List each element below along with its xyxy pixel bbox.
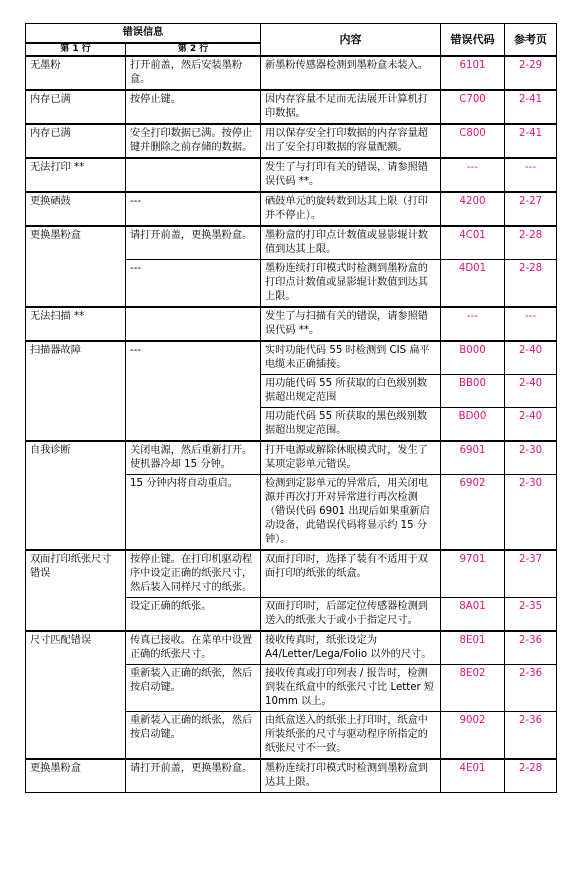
reference-page-cell: 2-40	[505, 408, 557, 442]
content-cell: 发生了与打印有关的错误，请参照错误代码 **。	[261, 158, 441, 192]
error-code-cell: ---	[441, 158, 505, 192]
reference-page-cell: 2-28	[505, 226, 557, 260]
line2-cell	[126, 158, 261, 192]
error-code-cell: ---	[441, 307, 505, 341]
line1-cell: 尺寸匹配错误	[26, 631, 126, 759]
reference-page-cell: 2-36	[505, 631, 557, 665]
line2-cell: 请打开前盖，更换墨粉盒。	[126, 226, 261, 260]
line2-cell: 设定正确的纸张。	[126, 598, 261, 632]
line1-cell: 无墨粉	[26, 56, 126, 90]
error-code-cell: 6101	[441, 56, 505, 90]
content-cell: 用功能代码 55 所获取的白色级别数据超出规定范围	[261, 375, 441, 408]
content-cell: 因内存容量不足而无法展开计算机打印数据。	[261, 90, 441, 124]
table-row	[26, 90, 557, 124]
reference-page-cell: ---	[505, 158, 557, 192]
table-row	[26, 759, 557, 793]
content-cell: 发生了与扫描有关的错误，请参照错误代码 **。	[261, 307, 441, 341]
line2-cell	[126, 307, 261, 341]
line2-cell: 关闭电源，然后重新打开。使机器冷却 15 分钟。	[126, 441, 261, 475]
error-code-cell: 4C01	[441, 226, 505, 260]
header-line1: 第 1 行	[26, 43, 126, 56]
line2-cell: 请打开前盖，更换墨粉盒。	[126, 759, 261, 793]
error-code-cell: 9701	[441, 550, 505, 598]
content-cell: 新墨粉传感器检测到墨粉盒未装入。	[261, 56, 441, 90]
error-code-cell: 9002	[441, 712, 505, 760]
content-cell: 实时功能代码 55 时检测到 CIS 扁平电缆未正确插接。	[261, 341, 441, 375]
line1-cell: 更换墨粉盒	[26, 759, 126, 793]
header-content: 内容	[261, 24, 441, 57]
error-code-cell: 4D01	[441, 260, 505, 308]
table-row	[26, 307, 557, 341]
header-error-info: 错误信息	[26, 24, 261, 44]
reference-page-cell: 2-28	[505, 759, 557, 793]
line1-cell: 自我诊断	[26, 441, 126, 550]
content-cell: 墨粉连续打印模式时检测到墨粉盒到达其上限。	[261, 759, 441, 793]
header-error-code: 错误代码	[441, 24, 505, 57]
line1-cell: 内存已满	[26, 90, 126, 124]
line1-cell: 扫描器故障	[26, 341, 126, 441]
line1-cell: 内存已满	[26, 124, 126, 158]
line2-cell: 按停止键。	[126, 90, 261, 124]
line2-cell: ---	[126, 341, 261, 441]
line1-cell: 无法扫描 **	[26, 307, 126, 341]
header-line2: 第 2 行	[126, 43, 261, 56]
reference-page-cell: 2-36	[505, 712, 557, 760]
table-row	[26, 158, 557, 192]
error-code-cell: 6901	[441, 441, 505, 475]
error-code-cell: 8E02	[441, 665, 505, 712]
error-code-cell: 8A01	[441, 598, 505, 632]
table-row	[26, 124, 557, 158]
line2-cell: 15 分钟内将自动重启。	[126, 475, 261, 551]
header-reference-page: 参考页	[505, 24, 557, 57]
content-cell: 双面打印时，选择了装有不适用于双面打印的纸张的纸盒。	[261, 550, 441, 598]
line1-cell: 更换墨粉盒	[26, 226, 126, 307]
table-row	[26, 441, 557, 475]
table-row	[26, 226, 557, 260]
line1-cell: 双面打印纸张尺寸错误	[26, 550, 126, 631]
reference-page-cell: 2-29	[505, 56, 557, 90]
line2-cell: 按停止键。在打印机驱动程序中设定正确的纸张尺寸，然后装入同样尺寸的纸张。	[126, 550, 261, 598]
line2-cell: ---	[126, 192, 261, 226]
error-message-table	[25, 23, 557, 793]
reference-page-cell: 2-30	[505, 475, 557, 551]
line2-cell: 打开前盖，然后安装墨粉盒。	[126, 56, 261, 90]
content-cell: 双面打印时，后部定位传感器检测到送入的纸张大于或小于指定尺寸。	[261, 598, 441, 632]
reference-page-cell: 2-36	[505, 665, 557, 712]
reference-page-cell: 2-41	[505, 124, 557, 158]
line1-cell: 无法打印 **	[26, 158, 126, 192]
error-code-cell: 8E01	[441, 631, 505, 665]
table-row	[26, 631, 557, 665]
line2-cell: 传真已接收。在菜单中设置正确的纸张尺寸。	[126, 631, 261, 665]
error-code-cell: 4E01	[441, 759, 505, 793]
reference-page-cell: 2-30	[505, 441, 557, 475]
error-code-cell: C700	[441, 90, 505, 124]
content-cell: 打开电源或解除休眠模式时，发生了某项定影单元错误。	[261, 441, 441, 475]
reference-page-cell: ---	[505, 307, 557, 341]
table-row	[26, 550, 557, 598]
reference-page-cell: 2-40	[505, 375, 557, 408]
table-row	[26, 192, 557, 226]
line2-cell: ---	[126, 260, 261, 308]
error-code-cell: BD00	[441, 408, 505, 442]
content-cell: 硒鼓单元的旋转数到达其上限（打印并不停止）。	[261, 192, 441, 226]
reference-page-cell: 2-37	[505, 550, 557, 598]
content-cell: 检测到定影单元的异常后，用关闭电源并再次打开对异常进行再次检测（错误代码 6901 出现后如果重新启动设备，此错误代码将显示约 15 分钟）。	[261, 475, 441, 551]
error-code-cell: BB00	[441, 375, 505, 408]
content-cell: 接收传真或打印列表 / 报告时，检测到装在纸盒中的纸张尺寸比 Letter 短 10mm 以上。	[261, 665, 441, 712]
reference-page-cell: 2-27	[505, 192, 557, 226]
content-cell: 墨粉盒的打印点计数值或显影辊计数值到达其上限。	[261, 226, 441, 260]
error-code-cell: B000	[441, 341, 505, 375]
reference-page-cell: 2-41	[505, 90, 557, 124]
table-row	[26, 56, 557, 90]
line1-cell: 更换硒鼓	[26, 192, 126, 226]
content-cell: 墨粉连续打印模式时检测到墨粉盒的打印点计数值或显影辊计数值到达其上限。	[261, 260, 441, 308]
reference-page-cell: 2-28	[505, 260, 557, 308]
line2-cell: 重新装入正确的纸张，然后按启动键。	[126, 665, 261, 712]
table-row	[26, 341, 557, 375]
line2-cell: 重新装入正确的纸张，然后按启动键。	[126, 712, 261, 760]
reference-page-cell: 2-40	[505, 341, 557, 375]
error-code-cell: 6902	[441, 475, 505, 551]
content-cell: 由纸盒送入的纸张上打印时，纸盒中所装纸张的尺寸与驱动程序所指定的纸张尺寸不一致。	[261, 712, 441, 760]
line2-cell: 安全打印数据已满。按停止键并删除之前存储的数据。	[126, 124, 261, 158]
content-cell: 接收传真时，纸张设定为 A4/Letter/Lega/Folio 以外的尺寸。	[261, 631, 441, 665]
content-cell: 用功能代码 55 所获取的黑色级别数据超出规定范围。	[261, 408, 441, 442]
error-code-cell: C800	[441, 124, 505, 158]
content-cell: 用以保存安全打印数据的内存容量超出了安全打印数据的容量配额。	[261, 124, 441, 158]
error-code-cell: 4200	[441, 192, 505, 226]
reference-page-cell: 2-35	[505, 598, 557, 632]
